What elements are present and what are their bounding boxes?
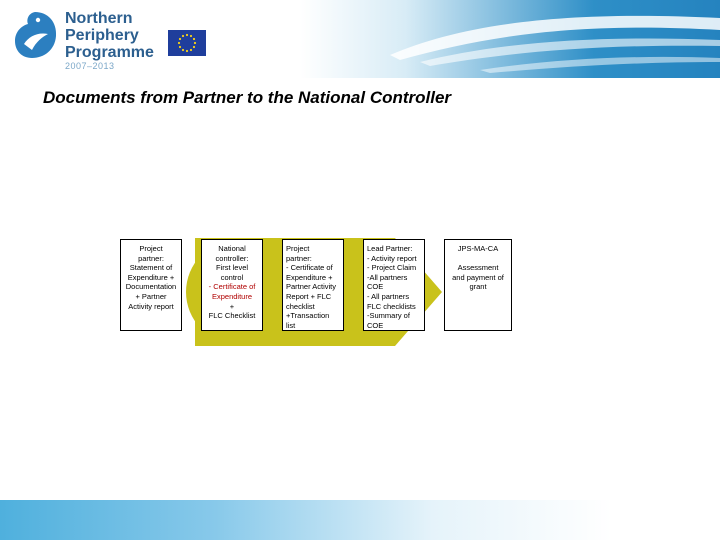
box-text-line: Activity report	[128, 301, 174, 311]
programme-logo-text	[65, 10, 154, 61]
box-text-line: checklist	[286, 301, 315, 311]
box-text-line: National	[218, 244, 246, 253]
box-text-line: FLC checklists	[367, 301, 416, 311]
box-text-line: First level	[215, 263, 249, 273]
box-text-line: Expenditure +	[127, 272, 175, 282]
page-title: Documents from Partner to the National Controller	[43, 88, 452, 107]
box-text-line: + Partner	[135, 291, 167, 301]
box-text-line: -All partners	[367, 272, 408, 282]
box-text-line: +Transaction	[286, 311, 330, 321]
header-banner	[0, 0, 720, 78]
box-text-line: COE	[367, 282, 384, 292]
box-text-line: Lead Partner:	[367, 244, 413, 253]
box-text-line: list	[286, 320, 296, 330]
box-jps-ma-ca	[444, 239, 512, 331]
box-text-line: Project	[286, 244, 310, 253]
box-text-line: FLC Checklist	[208, 311, 256, 321]
box-text-line: control	[220, 272, 244, 282]
box-text-line: - Project Claim	[367, 263, 417, 273]
box-text-line: partner:	[138, 253, 164, 263]
box-text-line: grant	[469, 282, 487, 292]
box-text-line: - All partners	[367, 291, 410, 301]
box-text-line: JPS-MA-CA	[457, 244, 499, 253]
eu-flag-icon	[168, 30, 206, 56]
box-text-line: Report + FLC	[286, 291, 332, 301]
northern-periphery-bird-logo-icon	[12, 10, 58, 60]
box-text-line	[448, 254, 508, 264]
box-text-line: Assessment	[457, 263, 499, 273]
box-text-line: COE	[367, 320, 384, 330]
box-text-line: - Activity report	[367, 253, 417, 263]
programme-years: 2007–2013	[65, 61, 115, 71]
box-lead-partner	[363, 239, 425, 331]
box-text-line: - Certificate of	[286, 263, 333, 273]
box-text-line: - Certificate of	[208, 282, 256, 292]
box-text-line: Expenditure +	[286, 272, 333, 282]
box-text-line: -Summary of	[367, 311, 410, 321]
box-text-line: Documentation	[125, 282, 177, 292]
box-text-line: +	[229, 301, 235, 311]
box-text-line: Partner Activity	[286, 282, 337, 292]
logo-line-2: Periphery	[65, 27, 139, 44]
header-wave-band	[300, 0, 720, 78]
box-project-partner-certificate	[282, 239, 344, 331]
box-text-line: controller:	[215, 253, 249, 263]
header-wave-graphic	[300, 0, 720, 78]
box-text-line: and payment of	[452, 272, 504, 282]
box-national-controller	[201, 239, 263, 331]
box-text-line: partner:	[286, 253, 312, 263]
box-text-line: Project	[139, 244, 163, 253]
box-text-line: Expenditure	[211, 291, 253, 301]
logo-line-1: Northern	[65, 10, 133, 27]
footer-band	[0, 500, 720, 540]
logo-line-3: Programme	[65, 44, 154, 61]
box-text-line: Statement of	[129, 263, 173, 273]
box-project-partner-statement	[120, 239, 182, 331]
